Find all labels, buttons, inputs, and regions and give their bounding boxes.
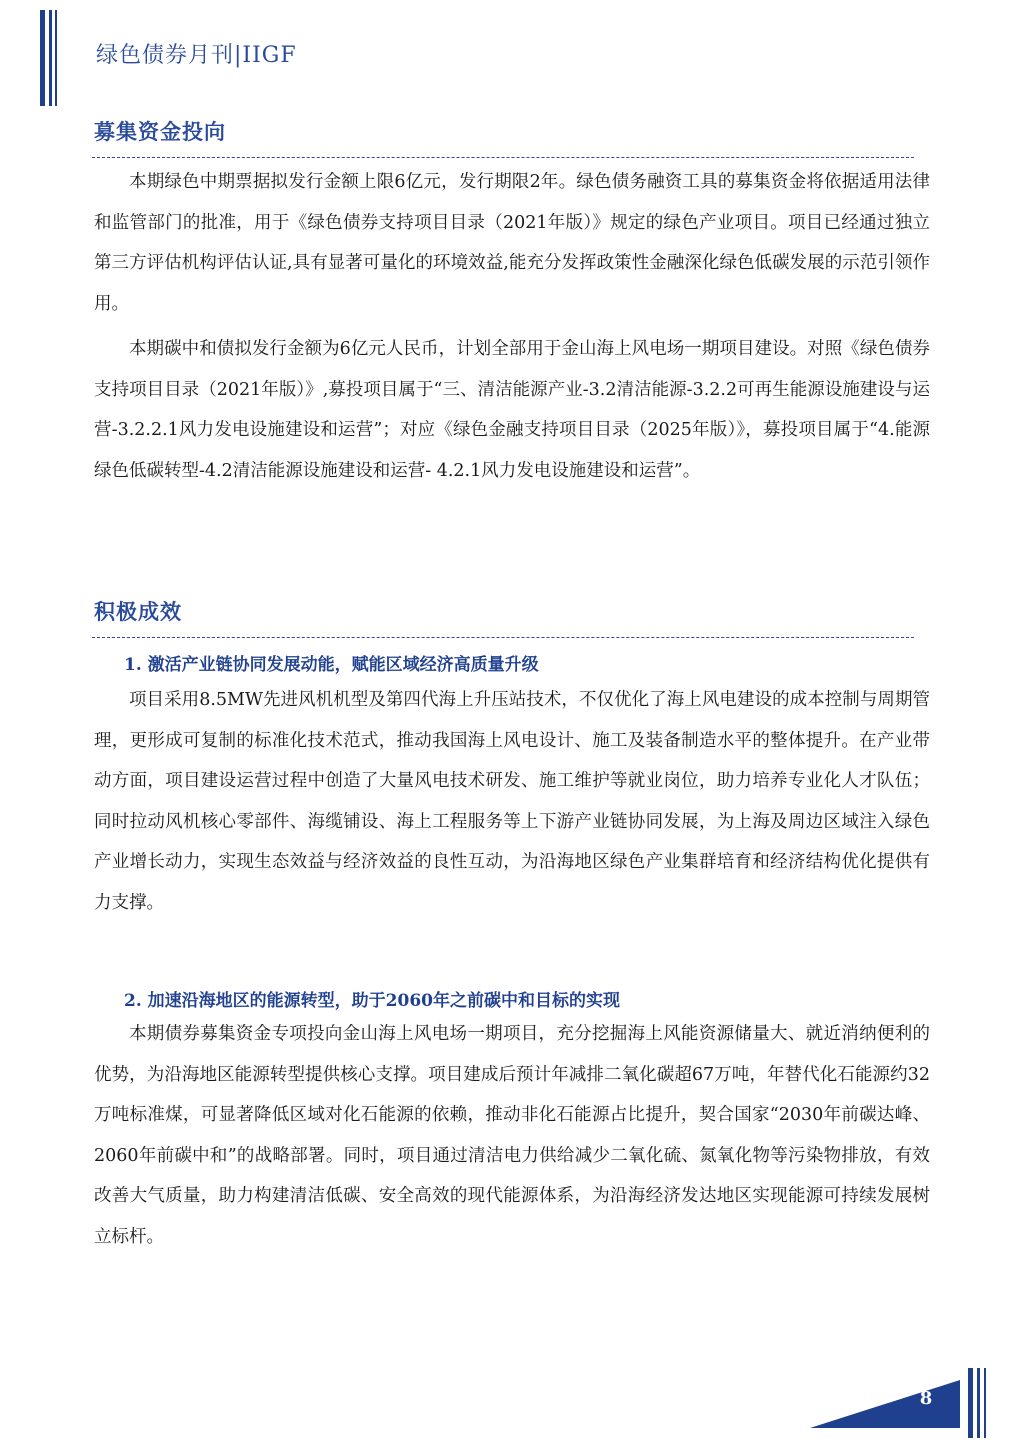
paragraph-fund-usage-2: 本期碳中和债拟发行金额为6亿元人民币，计划全部用于金山海上风电场一期项目建设。对照《绿色债券支持项目目录（2021年版）》,募投项目属于“三、清洁能源产业-3.2清洁能源-3.2.2可再生能源设施建设与运营-3.2.2.1风力发电设施建设和运营”；对应《绿色金融支持项目目录（2025年版）》，募投项目属于“4.能源绿色低碳转型-4.2清洁能源设施建设和运营- 4.2.1风力发电设施建设和运营”。 [94, 339, 930, 481]
journal-title: 绿色债券月刊|IIGF [96, 43, 297, 68]
section-title-positive-effects: 积极成效 [94, 599, 182, 624]
footer-bar-thin [984, 1368, 986, 1438]
header-bar-medium [49, 10, 52, 106]
header-bar-thin [55, 10, 57, 106]
footer-bar-medium [977, 1368, 980, 1438]
subsection-heading-1: 1. 激活产业链协同发展动能，赋能区域经济高质量升级 [124, 655, 539, 675]
section-divider [92, 637, 914, 638]
page-number: 8 [919, 1388, 933, 1409]
header-bar-thick [40, 10, 45, 106]
paragraph-fund-usage-1: 本期绿色中期票据拟发行金额上限6亿元，发行期限2年。绿色债务融资工具的募集资金将依据适用法律和监管部门的批准，用于《绿色债券支持项目目录（2021年版）》规定的绿色产业项目。项目已经通过独立第三方评估机构评估认证,具有显著可量化的环境效益,能充分发挥政策性金融深化绿色低碳发展的示范引领作用。 [94, 172, 930, 314]
footer-bar-thick [968, 1368, 973, 1438]
paragraph-effect-1: 项目采用8.5MW先进风机机型及第四代海上升压站技术，不仅优化了海上风电建设的成本控制与周期管理，更形成可复制的标准化技术范式，推动我国海上风电设计、施工及装备制造水平的整体提升。在产业带动方面，项目建设运营过程中创造了大量风电技术研发、施工维护等就业岗位，助力培养专业化人才队伍；同时拉动风机核心零部件、海缆铺设、海上工程服务等上下游产业链协同发展，为上海及周边区域注入绿色产业增长动力，实现生态效益与经济效益的良性互动，为沿海地区绿色产业集群培育和经济结构优化提供有力支撑。 [94, 690, 930, 913]
section-title-fund-usage: 募集资金投向 [94, 119, 226, 144]
paragraph-effect-2: 本期债券募集资金专项投向金山海上风电场一期项目，充分挖掘海上风能资源储量大、就近消纳便利的优势，为沿海地区能源转型提供核心支撑。项目建成后预计年减排二氧化碳超67万吨，年替代化石能源约32万吨标准煤，可显著降低区域对化石能源的依赖，推动非化石能源占比提升，契合国家“2030年前碳达峰、2060年前碳中和”的战略部署。同时，项目通过清洁电力供给减少二氧化硫、氮氧化物等污染物排放，有效改善大气质量，助力构建清洁低碳、安全高效的现代能源体系，为沿海经济发达地区实现能源可持续发展树立标杆。 [94, 1024, 930, 1247]
subsection-heading-2: 2. 加速沿海地区的能源转型，助于2060年之前碳中和目标的实现 [124, 991, 620, 1011]
section-divider [92, 157, 914, 158]
